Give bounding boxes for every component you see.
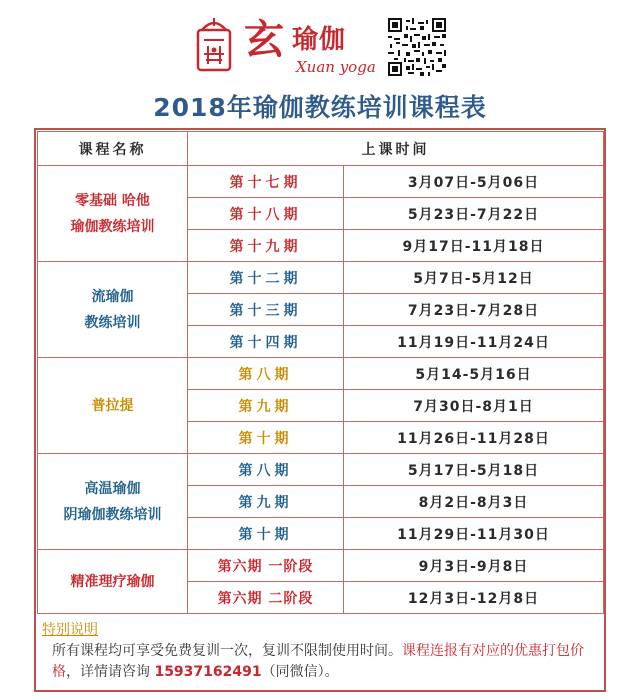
qr-code-icon [388, 18, 446, 76]
course-name-line1: 零基础 哈他 [75, 192, 150, 209]
period-cell: 第六期 一阶段 [188, 550, 344, 582]
period-cell: 第十三期 [188, 294, 344, 326]
table-row [38, 358, 604, 390]
course-name-cell [38, 166, 188, 262]
notes-text-2: 课程连报有对应的优惠打包价格 [52, 643, 584, 680]
period-cell: 第十七期 [188, 166, 344, 198]
dates-cell: 7月30日-8月1日 [344, 390, 604, 422]
dates-cell: 11月26日-11月28日 [344, 422, 604, 454]
brand-name-cn: 瑜伽 [292, 25, 347, 55]
brand-glyph: 玄 [244, 16, 284, 63]
course-name-line1: 高温瑜伽 [84, 480, 141, 497]
header [0, 0, 640, 122]
period-cell: 第八期 [188, 454, 344, 486]
header-class-time: 上课时间 [188, 132, 604, 166]
dates-cell: 9月3日-9月8日 [344, 550, 604, 582]
period-cell: 第九期 [188, 486, 344, 518]
notes-text-3: ，详情请咨询 [66, 664, 155, 680]
course-name-line1: 精准理疗瑜伽 [70, 573, 155, 590]
phone-number: 15937162491 [154, 664, 262, 680]
dates-cell: 9月17日-11月18日 [344, 230, 604, 262]
dates-cell: 12月3日-12月8日 [344, 582, 604, 614]
course-name-line1: 流瑜伽 [91, 288, 134, 305]
seal-logo-icon [192, 14, 236, 76]
course-name-line2: 瑜伽教练培训 [70, 218, 155, 235]
period-cell: 第九期 [188, 390, 344, 422]
notes-body [42, 641, 602, 683]
period-cell: 第十八期 [188, 198, 344, 230]
course-name-cell [38, 262, 188, 358]
course-name-cell [38, 454, 188, 550]
period-cell: 第十四期 [188, 326, 344, 358]
dates-cell: 5月14-5月16日 [344, 358, 604, 390]
dates-cell: 11月29日-11月30日 [344, 518, 604, 550]
period-cell: 第十期 [188, 518, 344, 550]
table-row [38, 166, 604, 198]
dates-cell: 5月7日-5月12日 [344, 262, 604, 294]
notes-title: 特别说明 [42, 622, 98, 638]
notes-text-1: 所有课程均可享受免费复训一次，复训不限制使用时间。 [52, 643, 402, 659]
header-course-name: 课程名称 [38, 132, 188, 166]
course-name-line2: 阴瑜伽教练培训 [63, 506, 162, 523]
brand-name-en: Xuan yoga [296, 58, 376, 76]
dates-cell: 5月17日-5月18日 [344, 454, 604, 486]
notes-text-4: （同微信）。 [261, 664, 339, 680]
dates-cell: 3月07日-5月06日 [344, 166, 604, 198]
period-cell: 第十二期 [188, 262, 344, 294]
period-cell: 第十期 [188, 422, 344, 454]
course-name-cell [38, 358, 188, 454]
table-row [38, 550, 604, 582]
dates-cell: 11月19日-11月24日 [344, 326, 604, 358]
special-notes [42, 620, 602, 683]
table-row [38, 262, 604, 294]
course-name-line1: 普拉提 [91, 397, 134, 414]
dates-cell: 8月2日-8月3日 [344, 486, 604, 518]
dates-cell: 7月23日-7月28日 [344, 294, 604, 326]
course-name-line2: 教练培训 [84, 314, 141, 331]
table-row [38, 454, 604, 486]
period-cell: 第六期 二阶段 [188, 582, 344, 614]
table-header-row [38, 132, 604, 166]
schedule-table [37, 131, 604, 614]
course-name-cell [38, 550, 188, 614]
page-title: 2018年瑜伽教练培训课程表 [153, 93, 487, 122]
period-cell: 第十九期 [188, 230, 344, 262]
dates-cell: 5月23日-7月22日 [344, 198, 604, 230]
period-cell: 第八期 [188, 358, 344, 390]
